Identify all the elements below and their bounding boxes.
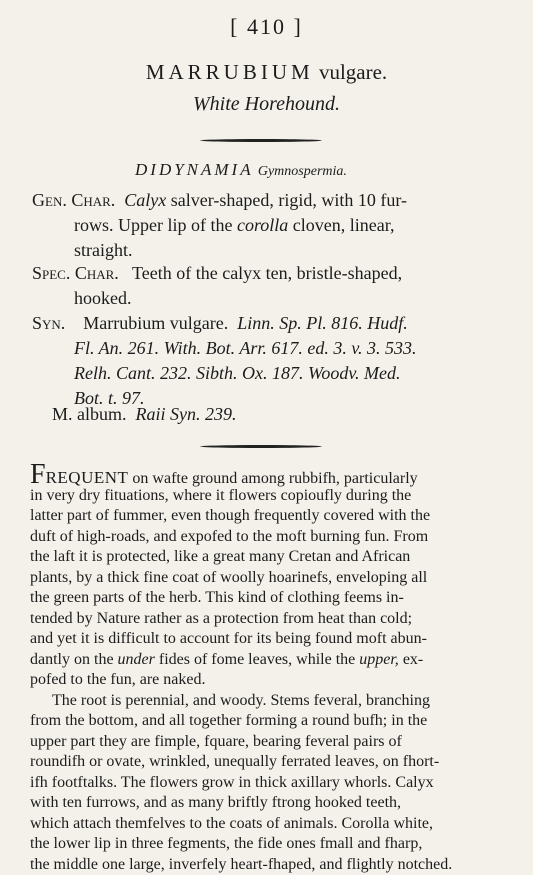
body-line: the green parts of the herb. This kind of clothing feems in- <box>30 588 515 609</box>
spec-char-line2: hooked. <box>32 286 512 311</box>
body-line: ex- <box>403 651 423 668</box>
syn-line3: Relh. Cant. 232. Sibth. Ox. 187. Woodv. Med. <box>74 363 400 383</box>
synonyms <box>32 311 512 411</box>
body-line: fides of fome leaves, while the <box>159 651 355 668</box>
body-line: dantly on the <box>30 651 114 668</box>
spec-char-label: Spec. Char. <box>32 263 119 283</box>
syn-line1-italic: Linn. Sp. Pl. 816. Hudf. <box>237 313 408 333</box>
para2-line: the lower lip in three fegments, the fide ones fmall and fharp, <box>30 834 515 855</box>
drop-letter: F <box>30 459 46 490</box>
gen-char-line3: straight. <box>32 238 512 263</box>
para2-line: roundifh or ovate, wrinkled, unequally ferrated leaves, on fhort- <box>30 752 515 773</box>
description-text <box>30 465 515 875</box>
page-number: [ 410 ] <box>0 14 533 40</box>
body-line: pofed to the fun, are naked. <box>30 670 515 691</box>
gen-char-calyx: Calyx <box>124 190 166 210</box>
class-name: DIDYNAMIA <box>135 160 254 179</box>
first-word-rest: REQUENT <box>46 468 129 487</box>
ornamental-rule-bottom <box>200 445 322 448</box>
para2-line: with ten furrows, and as many briftly ftrong hooked teeth, <box>30 793 515 814</box>
para2-line: upper part they are fimple, fquare, bearing feveral pairs of <box>30 732 515 753</box>
album-italic: Raii Syn. 239. <box>136 404 237 424</box>
body-italic-upper: upper, <box>359 651 399 668</box>
gen-char-line1: salver-shaped, rigid, with 10 fur- <box>171 190 407 210</box>
body-line: in very dry fituations, where it flowers copioufly during the <box>30 486 515 507</box>
generic-character <box>32 188 512 263</box>
body-line: the laft it is protected, like a great many Cretan and African <box>30 547 515 568</box>
syn-label: Syn. <box>32 313 65 333</box>
order-name: Gymnospermia. <box>258 164 347 179</box>
para2-line: which attach themfelves to the coats of animals. Corolla white, <box>30 814 515 835</box>
common-name: White Horehound. <box>0 93 533 116</box>
body-line: tended by Nature rather as a protection from heat than cold; <box>30 609 515 630</box>
spec-char-line1: Teeth of the calyx ten, bristle-shaped, <box>132 263 402 283</box>
body-line: on wafte ground among rubbifh, particularly <box>132 470 417 487</box>
body-line: and yet it is difficult to account for its being found moft abun- <box>30 629 515 650</box>
body-line: latter part of fummer, even though frequently covered with the <box>30 506 515 527</box>
body-italic-under: under <box>118 651 155 668</box>
para2-line: The root is perennial, and woody. Stems feveral, branching <box>30 691 515 712</box>
linnaean-classification <box>135 160 347 180</box>
gen-char-corolla: corolla <box>237 215 288 235</box>
gen-char-line2-pre: rows. Upper lip of the <box>74 215 232 235</box>
specific-character <box>32 261 512 311</box>
syn-line4: Bot. t. 97. <box>74 388 145 408</box>
species-epithet: vulgare. <box>319 60 387 84</box>
gen-char-label: Gen. Char. <box>32 190 115 210</box>
syn-line1-plain: Marrubium vulgare. <box>83 313 228 333</box>
body-line: plants, by a thick fine coat of woolly hoarinefs, enveloping all <box>30 568 515 589</box>
syn-line2: Fl. An. 261. With. Bot. Arr. 617. ed. 3. v. 3. 533. <box>74 338 417 358</box>
species-title <box>0 60 533 85</box>
gen-char-line2-post: cloven, linear, <box>293 215 395 235</box>
para2-line: from the bottom, and all together forming a round bufh; in the <box>30 711 515 732</box>
para2-line: ifh footftalks. The flowers grow in thick axillary whorls. Calyx <box>30 773 515 794</box>
genus-name: MARRUBIUM <box>146 60 314 84</box>
album-plain: M. album. <box>52 404 127 424</box>
ornamental-rule-top <box>200 139 322 142</box>
body-line: duft of high-roads, and expofed to the moft burning fun. From <box>30 527 515 548</box>
para2-line: the middle one large, inverfely heart-fhaped, and flightly notched. <box>30 855 515 875</box>
synonym-album <box>52 402 532 427</box>
